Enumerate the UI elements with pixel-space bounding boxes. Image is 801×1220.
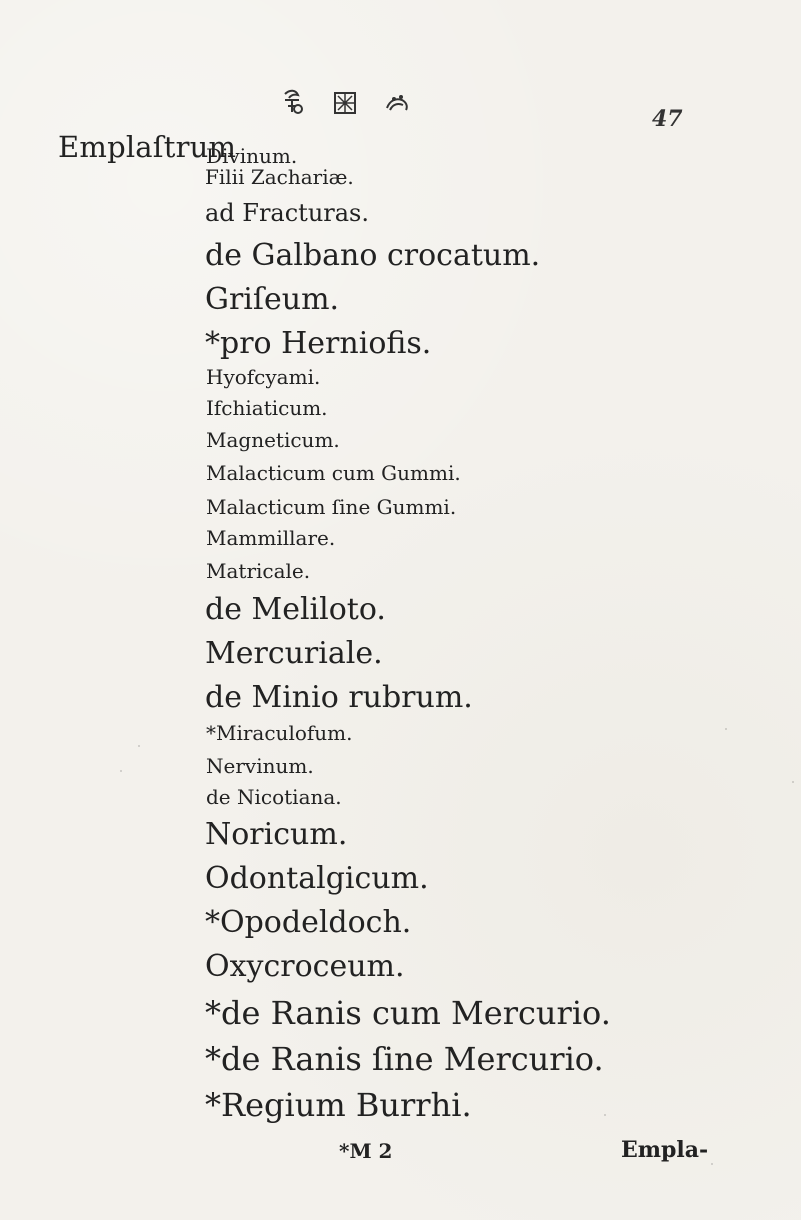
entry-line: Matricale. xyxy=(206,559,311,583)
paper-speck xyxy=(120,770,122,772)
entry-line: Malacticum ſine Gummi. xyxy=(206,495,457,519)
entry-line: Malacticum cum Gummi. xyxy=(206,461,461,485)
entry-line: *de Ranis cum Mercurio. xyxy=(205,994,611,1032)
entry-line: ad Fracturas. xyxy=(205,199,370,227)
entry-line: Mammillare. xyxy=(206,526,336,550)
entry-line: de Minio rubrum. xyxy=(205,680,473,715)
entry-line: Mercuriale. xyxy=(205,636,383,671)
paper-speck xyxy=(792,781,794,783)
catchword: Empla- xyxy=(621,1137,709,1163)
entry-line: *Opodeldoch. xyxy=(205,905,412,940)
paper-speck xyxy=(725,728,727,730)
entry-line: Ifchiaticum. xyxy=(206,396,328,420)
entry-line: de Meliloto. xyxy=(205,592,386,627)
entry-line: Divinum. xyxy=(206,144,298,168)
entry-line: Griſeum. xyxy=(205,282,340,317)
entry-line: Hyofcyami. xyxy=(206,365,321,389)
entry-line: Nervinum. xyxy=(206,754,314,778)
paper-speck xyxy=(711,1163,713,1165)
running-head: Emplaſtrum xyxy=(58,130,237,164)
page-number: 47 xyxy=(652,106,683,132)
entry-line: Magneticum. xyxy=(206,428,340,452)
entry-line: Odontalgicum. xyxy=(205,861,429,896)
paper-speck xyxy=(604,1114,606,1116)
signature-mark: *M 2 xyxy=(339,1139,393,1163)
entry-line: Noricum. xyxy=(205,817,348,852)
entry-line: *Miraculofum. xyxy=(206,721,353,745)
paper-speck xyxy=(138,745,140,747)
entry-line: Filii Zachariæ. xyxy=(205,165,354,189)
entry-line: *Regium Burrhi. xyxy=(205,1086,472,1124)
entry-line: de Galbano crocatum. xyxy=(205,238,541,273)
entry-line: *de Ranis ſine Mercurio. xyxy=(205,1040,604,1078)
entry-line: *pro Herniofis. xyxy=(205,326,432,361)
entry-line: Oxycroceum. xyxy=(205,949,405,984)
entry-line: de Nicotiana. xyxy=(206,785,342,809)
